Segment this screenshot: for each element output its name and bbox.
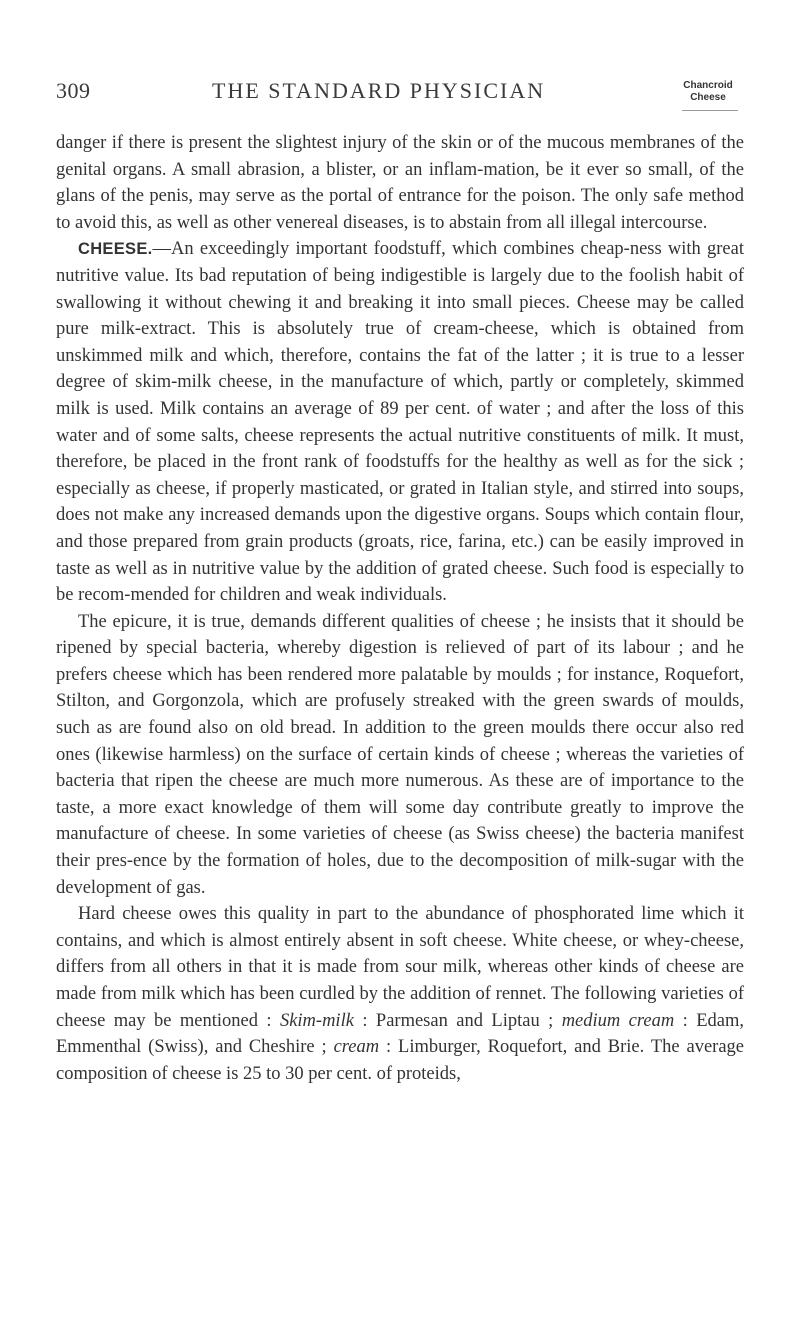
paragraph-text: —An exceedingly important foodstuff, which combines cheap-ness with great nutritive value. Its bad reputation of being indigestible is largely due to the foolish habit of swallowing it without chewing it and breaking it into small pieces. Cheese may be called pure milk-extract. This is absolutely true of cream-cheese, which is obtained from unskimmed milk and which, therefore, contains the fat of the latter ; it is true to a lesser degree of skim-milk cheese, in the manufacture of which, partly or completely, skimmed milk is used. Milk contains an average of 89 per cent. of water ; and after the loss of this water and of some salts, cheese represents the actual nutritive constituents of milk. It must, therefore, be placed in the front rank of foodstuffs for the healthy as well as for the sick ; especially as cheese, if properly masticated, or grated in Italian style, and stirred into soups, does not make any increased demands upon the digestive organs. Soups which contain flour, and those prepared from grain products (groats, rice, farina, etc.) can be easily improved in taste as well as in nutritive value by the addition of grated cheese. Such food is especially to be recom-mended for children and weak individuals. <box>56 239 744 606</box>
side-heading-cheese: Cheese <box>690 92 726 103</box>
paragraph-epicure <box>56 609 744 902</box>
entry-heading-cheese: CHEESE. <box>78 240 153 259</box>
label-medium-cream: medium cream <box>561 1010 675 1031</box>
paragraph-text: danger if there is present the slightest injury of the skin or of the mucous membranes of the genital organs. A small abrasion, a blister, or an inflam-mation, be it ever so small, of the glans of the penis, may serve as the portal of entrance for the poison. The only safe method to avoid this, as well as other venereal diseases, is to abstain from all illegal intercourse. <box>56 133 744 233</box>
running-title: THE STANDARD PHYSICIAN <box>212 78 546 103</box>
paragraph-text: Hard cheese owes this quality in part to the abundance of phosphorated lime which it contains, and which is almost entirely absent in soft cheese. White cheese, or whey-cheese, differs from all others in that it is made from sour milk, whereas other kinds of cheese are made from milk which has been curdled by the addition of rennet. The following varieties of cheese may be mentioned : <box>56 904 744 1031</box>
paragraph-text: : Parmesan and Liptau ; <box>353 1010 562 1031</box>
paragraph-cheese-intro <box>56 236 744 608</box>
label-skim-milk: Skim-milk <box>279 1010 354 1031</box>
paragraph-hard-cheese <box>56 901 744 1087</box>
body-text <box>56 130 744 1087</box>
paragraph-text: The epicure, it is true, demands different qualities of cheese ; he insists that it should be ripened by special bacteria, whereby digestion is relieved of part of its labour ; and he prefers cheese which has been rendered more palatable by moulds ; for instance, Roquefort, Stilton, and Gorgonzola, which are profusely streaked with the green swards of moulds, such as are found also on old bread. In addition to the green moulds there occur also red ones (likewise harmless) on the surface of certain kinds of cheese ; whereas the varieties of bacteria that ripen the cheese are much more numerous. As these are of importance to the taste, a more exact knowledge of them will some day contribute greatly to improve the manufacture of cheese. In some varieties of cheese (as Swiss cheese) the bacteria manifest their pres-ence by the formation of holes, due to the decomposition of milk-sugar with the development of gas. <box>56 611 744 898</box>
side-heading-chancroid: Chancroid <box>683 80 733 91</box>
paragraph-text: : Limburger, Roquefort, and Brie. The average composition of cheese is 25 to 30 per cent. of proteids, <box>56 1037 745 1084</box>
side-heading <box>672 80 744 104</box>
page-header <box>0 76 800 116</box>
paragraph-chancroid-continued <box>56 130 744 236</box>
paragraph-text: : Edam, Emmenthal (Swiss), and Cheshire ; <box>56 1010 744 1058</box>
side-heading-rule <box>682 110 738 111</box>
page-number: 309 <box>56 78 91 103</box>
label-cream: cream <box>333 1037 380 1058</box>
